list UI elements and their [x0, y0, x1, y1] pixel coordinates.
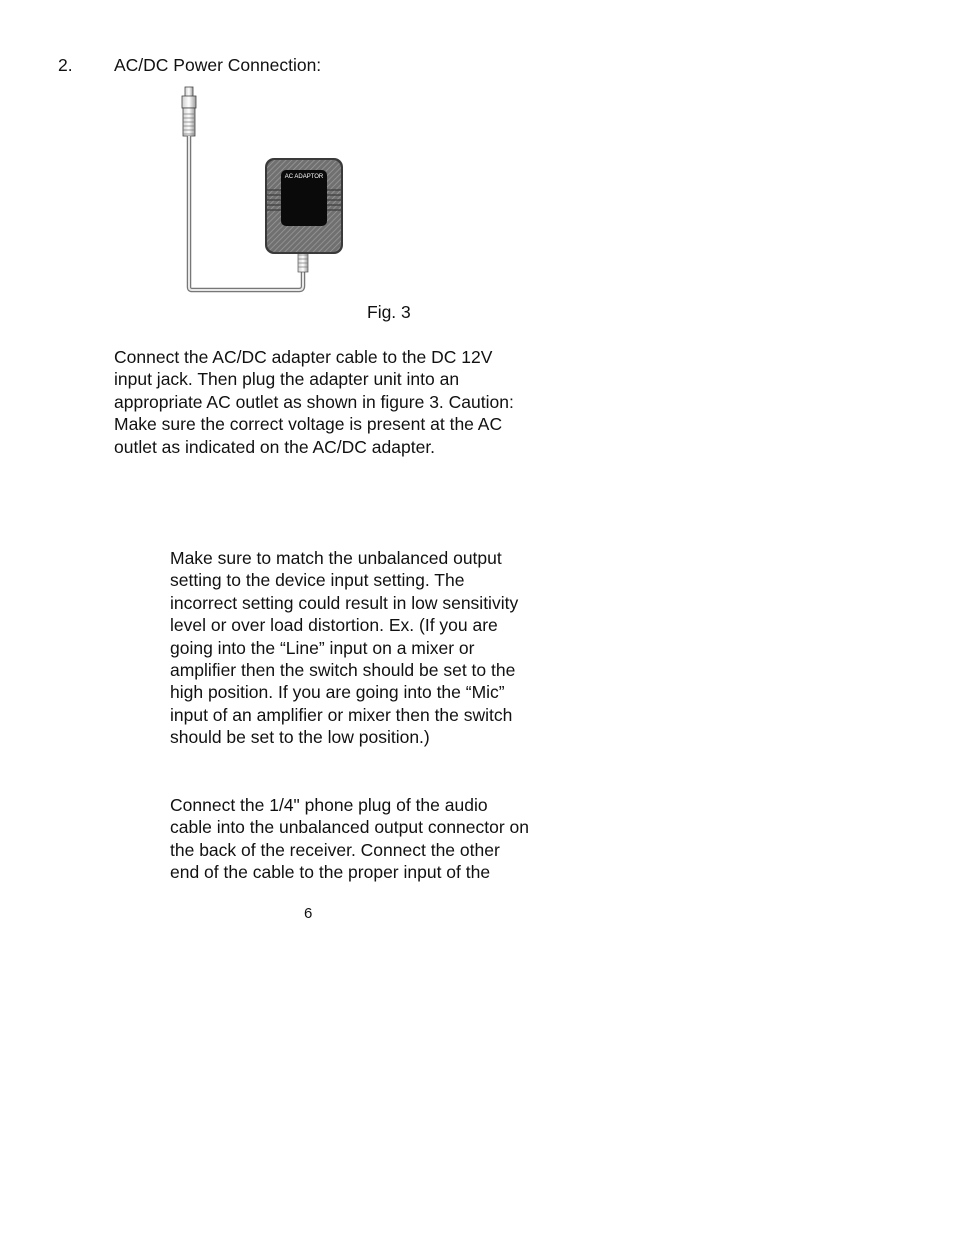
figure-caption: Fig. 3: [367, 302, 411, 322]
page-number: 6: [304, 905, 313, 922]
cable-connection-paragraph: Connect the 1/4" phone plug of the audio cable into the unbalanced output connector on the back of the receiver. Connect the other end of the cable to the proper input of the: [170, 795, 530, 883]
adapter-body: [265, 158, 343, 254]
output-setting-paragraph: Make sure to match the unbalanced output setting to the device input setting. The incorrect setting could result in low sensitivity level or over load distortion. Ex. (If you are going into the “Line” input on a mixer or amplifier then the switch should be set to the high position. If you are going into the “Mic” input of an amplifier or mixer then the switch should be set to the low position.): [170, 548, 519, 748]
section-number: 2.: [58, 55, 73, 75]
adapter-label: AC ADAPTOR: [284, 174, 324, 180]
dc-plug: [182, 87, 196, 136]
adapter-instructions-paragraph: Connect the AC/DC adapter cable to the DC 12V input jack. Then plug the adapter unit into an appropriate AC outlet as shown in figure 3. Caution: Make sure the correct voltage is present at the AC outlet as indicated on the AC/DC adapter.: [114, 347, 514, 457]
ac-adapter-illustration: [175, 84, 350, 296]
section-title: AC/DC Power Connection:: [114, 55, 322, 75]
